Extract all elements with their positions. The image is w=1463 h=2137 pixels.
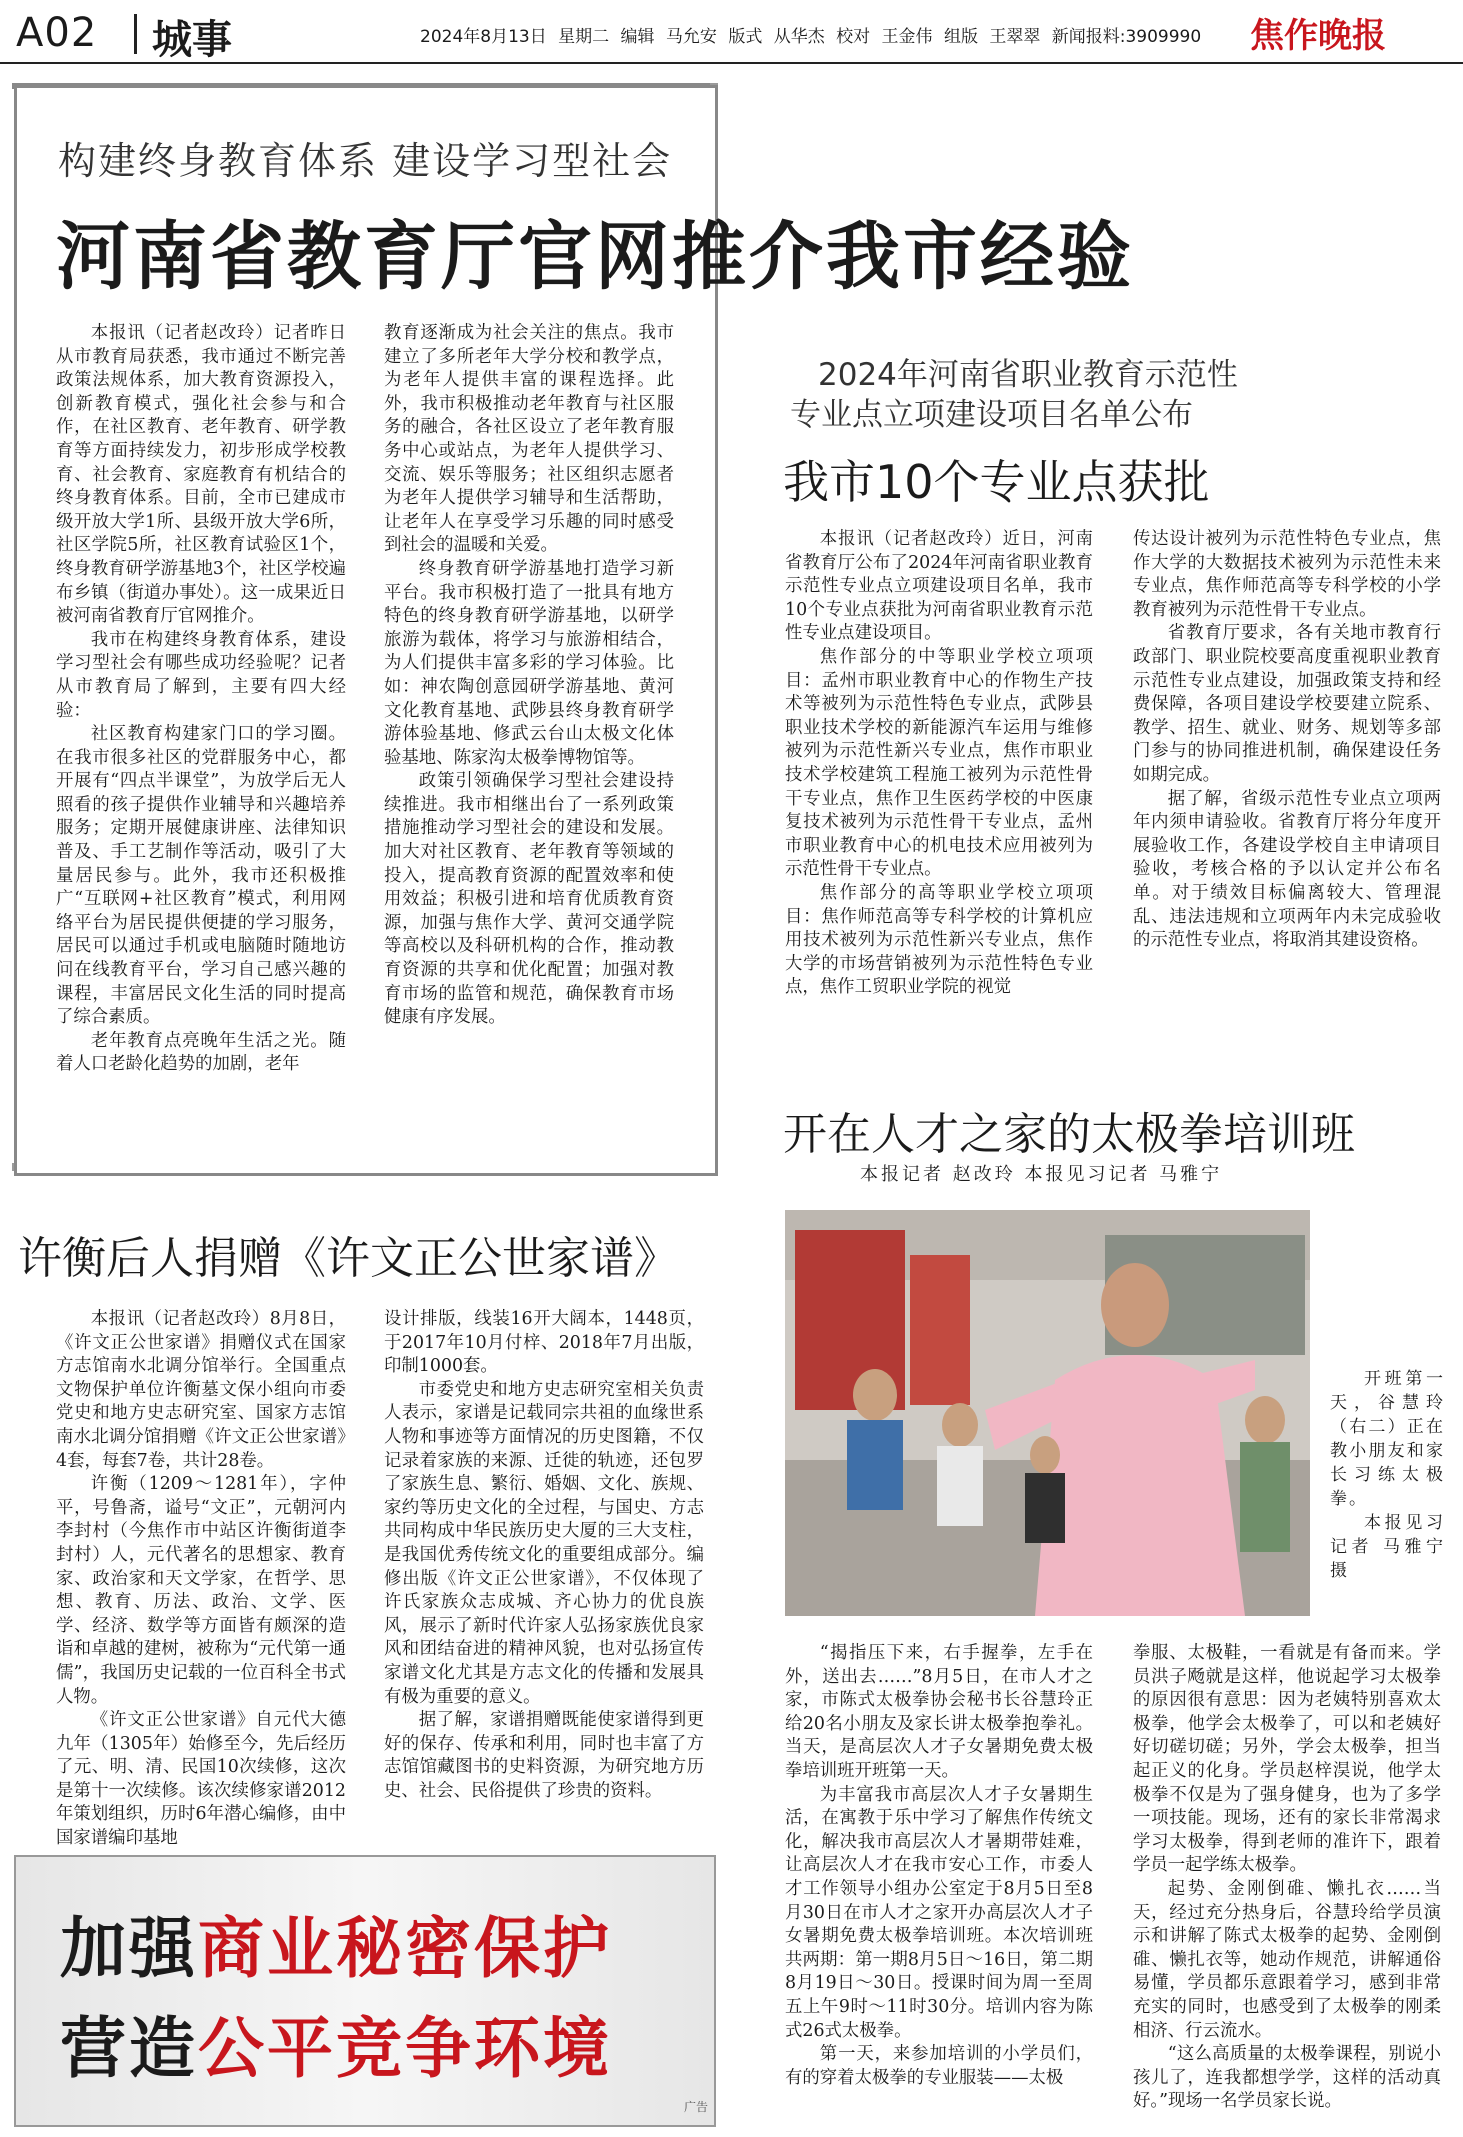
page-number: A02 [16, 10, 98, 56]
taiji-class-photo [785, 1210, 1310, 1616]
vocational-kicker [790, 355, 1430, 435]
vocational-headline: 我市10个专业点获批 [783, 455, 1210, 509]
paragraph: 市委党史和地方史志研究室相关负责人表示，家谱是记载同宗共祖的血缘世系人物和事迹等方面情况的历史图籍，不仅记录着家族的来源、迁徙的轨迹，还包罗了家族生息、繁衍、婚姻、文化、族规、家约等历史文化的全过程，与国史、方志共同构成中华民族历史大厦的三大支柱，是我国优秀传统文化的重要组成部分。编修出版《许文正公世家谱》，不仅体现了许氏家族众志成城、齐心协力的优良族风，展示了新时代许家人弘扬家族优良家风和团结奋进的精神风貌，也对弘扬宣传家谱文化尤其是方志文化的传播和发展具有极为重要的意义。 [384, 1379, 704, 1707]
paragraph: 政策引领确保学习型社会建设持续推进。我市相继出台了一系列政策措施推动学习型社会的建设和发展。加大对社区教育、老年教育等领域的投入，提高教育资源的配置效率和使用效益；积极引进和培育优质教育资源，加强与焦作大学、黄河交通学院等高校以及科研机构的合作，推动教育资源的共享和优化配置；加强对教育市场的监管和规范，确保教育市场健康有序发展。 [384, 771, 674, 1028]
photo-icon [785, 1210, 1310, 1616]
donation-column-2 [384, 1308, 704, 1803]
paragraph: 社区教育构建家门口的学习圈。在我市很多社区的党群服务中心，都开展有“四点半课堂”，为放学后无人照看的孩子提供作业辅导和兴趣培养服务；定期开展健康讲座、法律知识普及、手工艺制作等活动，吸引了大量居民参与。此外，我市还积极推广“互联网+社区教育”模式，利用网络平台为居民提供便捷的学习服务，居民可以通过手机或电脑随时随地访问在线教育平台，学习自己感兴趣的课程，丰富居民文化生活的同时提高了综合素质。 [56, 724, 346, 1028]
paragraph: “揭指压下来，右手握拳，左手在外，送出去……”8月5日，在市人才之家，市陈式太极拳协会秘书长谷慧玲正给20名小朋友及家长讲太极拳抱拳礼。当天，是高层次人才子女暑期免费太极拳培训班开班第一天。 [785, 1643, 1093, 1781]
paragraph: 传达设计被列为示范性特色专业点，焦作大学的大数据技术被列为示范性未来专业点，焦作师范高等专科学校的小学教育被列为示范性骨干专业点。 [1133, 529, 1441, 620]
caption-text: 开班第一天，谷慧玲（右二）正在教小朋友和家长习练太极拳。 [1330, 1369, 1445, 1509]
paragraph: 许衡（1209～1281年），字仲平，号鲁斋，谥号“文正”，元朝河内李封村（今焦作市中站区许衡街道李封村）人，元代著名的思想家、教育家、政治家和天文学家，在哲学、思想、教育、历法、政治、文学、医学、经济、数学等方面皆有颇深的造诣和卓越的建树，被称为“元代第一通儒”，我国历史记载的一位百科全书式人物。 [56, 1474, 346, 1707]
ad-text-black: 加强 [60, 1909, 198, 1987]
lead-column-2 [384, 322, 674, 1030]
paragraph: 第一天，来参加培训的小学员们，有的穿着太极拳的专业服装——太极 [785, 2044, 1093, 2088]
paragraph: “这么高质量的太极拳课程，别说小孩儿了，连我都想学学，这样的活动真好。”现场一名学员家长说。 [1133, 2044, 1441, 2112]
paragraph: 《许文正公世家谱》自元代大德九年（1305年）始修至今，先后经历了元、明、清、民国10次续修，这次是第十一次续修。该次续修家谱2012年策划组织，历时6年潜心编修，由中国家谱编印基地 [56, 1710, 346, 1849]
ad-text-black: 营造 [60, 2009, 198, 2087]
paragraph: 焦作部分的高等职业学校立项项目：焦作师范高等专科学校的计算机应用技术被列为示范性新兴专业点，焦作大学的市场营销被列为示范性特色专业点，焦作工贸职业学院的视觉 [785, 882, 1093, 998]
paragraph: 拳服、太极鞋，一看就是有备而来。学员洪子飏就是这样，他说起学习太极拳的原因很有意思：因为老姨特别喜欢太极拳，他学会太极拳了，可以和老姨好好切磋切磋；另外，学会太极拳，担当起正义的化身。学员赵梓淏说，他学太极拳不仅是为了强身健身，也为了多学一项技能。现场，还有的家长非常渴求学习太极拳，得到老师的准许下，跟着学员一起学练太极拳。 [1133, 1643, 1441, 1876]
newspaper-logo: 焦作晚报 [1250, 16, 1386, 56]
paragraph: 为丰富我市高层次人才子女暑期生活，在寓教于乐中学习了解焦作传统文化，解决我市高层次人才暑期带娃难，让高层次人才在我市安心工作，市委人才工作领导小组办公室定于8月5日至8月30日在市人才之家开办高层次人才子女暑期免费太极拳培训班。本次培训班共两期：第一期8月5日～16日，第二期8月19日～30日。授课时间为周一至周五上午9时～11时30分。培训内容为陈式26式太极拳。 [785, 1784, 1093, 2041]
lead-subtitle: 构建终身教育体系 建设学习型社会 [58, 139, 673, 183]
kicker-line: 专业点立项建设项目名单公布 [790, 397, 1193, 433]
paragraph: 本报讯（记者赵改玲）近日，河南省教育厅公布了2024年河南省职业教育示范性专业点立项建设项目名单，我市10个专业点获批为河南省职业教育示范性专业点建设项目。 [785, 529, 1093, 644]
donation-headline: 许衡后人捐赠《许文正公世家谱》 [18, 1233, 678, 1284]
lead-column-1 [56, 322, 346, 1077]
issue-meta: 2024年8月13日 星期二 编辑 马允安 版式 从华杰 校对 王金伟 组版 王翠翠 新闻报料:3909990 [420, 27, 1202, 47]
vocational-column-1 [785, 528, 1093, 1000]
taiji-photo-caption [1330, 1367, 1445, 1583]
page-number-divider [134, 14, 137, 54]
ad-text-red: 商业秘密保护 [198, 1909, 612, 1987]
paragraph: 本报讯（记者赵改玲）记者昨日从市教育局获悉，我市通过不断完善政策法规体系，加大教育资源投入，创新教育模式，强化社会参与和合作，在社区教育、老年教育、研学教育等方面持续发力，初步形成学校教育、社会教育、家庭教育有机结合的终身教育体系。目前，全市已建成市级开放大学1所、县级开放大学6所，社区学院5所，社区教育试验区1个，终身教育研学游基地3个，社区学校遍布乡镇（街道办事处）。这一成果近日被河南省教育厅官网推介。 [56, 323, 346, 627]
paragraph: 省教育厅要求，各有关地市教育行政部门、职业院校要高度重视职业教育示范性专业点建设，加强政策支持和经费保障，各项目建设学校要建立院系、教学、招生、就业、财务、规划等多部门参与的协同推进机制，确保建设任务如期完成。 [1133, 623, 1441, 785]
paragraph: 本报讯（记者赵改玲）8月8日，《许文正公世家谱》捐赠仪式在国家方志馆南水北调分馆举行。全国重点文物保护单位许衡墓文保小组向市委党史和地方史志研究室、国家方志馆南水北调分馆捐赠《许文正公世家谱》4套，每套7卷，共计28卷。 [56, 1309, 346, 1471]
paragraph: 我市在构建终身教育体系，建设学习型社会有哪些成功经验呢？记者从市教育局了解到，主要有四大经验： [56, 629, 346, 721]
taiji-byline: 本报记者 赵改玲 本报见习记者 马雅宁 [860, 1164, 1223, 1185]
lead-headline: 河南省教育厅官网推介我市经验 [56, 214, 1134, 300]
paragraph: 据了解，省级示范性专业点立项两年内须申请验收。省教育厅将分年度开展验收工作，各建设学校自主申请项目验收，考核合格的予以认定并公布名单。对于绩效目标偏离较大、管理混乱、违法违规和立项两年内未完成验收的示范性专业点，将取消其建设资格。 [1133, 788, 1441, 951]
taiji-column-1 [785, 1642, 1093, 2090]
paragraph: 教育逐渐成为社会关注的焦点。我市建立了多所老年大学分校和教学点，为老年人提供丰富的课程选择。此外，我市积极推动老年教育与社区服务的融合，各社区设立了老年教育服务中心或站点，为老年人提供学习、交流、娱乐等服务；社区组织志愿者为老年人提供学习辅导和生活帮助，让老年人在享受学习乐趣的同时感受到社会的温暖和关爱。 [384, 323, 674, 556]
paragraph: 老年教育点亮晚年生活之光。随着人口老龄化趋势的加剧，老年 [56, 1030, 346, 1075]
ad-text-red: 公平竞争环境 [198, 2009, 612, 2087]
paragraph: 焦作部分的中等职业学校立项项目：孟州市职业教育中心的作物生产技术等被列为示范性特色专业点，武陟县职业技术学校的新能源汽车运用与维修被列为示范性新兴专业点，焦作市职业技术学校建筑工程施工被列为示范性骨干专业点，焦作卫生医药学校的中医康复技术被列为示范性骨干专业点，孟州市职业教育中心的机电技术应用被列为示范性骨干专业点。 [785, 646, 1093, 880]
ad-line-2 [60, 1995, 612, 2090]
taiji-column-2 [1133, 1642, 1441, 2114]
donation-column-1 [56, 1308, 346, 1851]
ad-label: 广告 [684, 2100, 709, 2114]
paragraph: 据了解，家谱捐赠既能使家谱得到更好的保存、传承和利用，同时也丰富了方志馆馆藏图书的史料资源，为研究地方历史、社会、民俗提供了珍贵的资料。 [384, 1710, 704, 1801]
vocational-column-2 [1133, 528, 1441, 953]
ad-line-1 [60, 1895, 612, 1990]
paragraph: 终身教育研学游基地打造学习新平台。我市积极打造了一批具有地方特色的终身教育研学游基地，以研学旅游为载体，将学习与旅游相结合，为人们提供丰富多彩的学习体验。比如：神农陶创意园研学游基地、黄河文化教育基地、武陟县终身教育研学游体验基地、修武云台山太极文化体验基地、陈家沟太极拳博物馆等。 [384, 558, 674, 768]
taiji-headline: 开在人才之家的太极拳培训班 [783, 1109, 1355, 1160]
kicker-line: 2024年河南省职业教育示范性 [818, 357, 1238, 393]
section-name: 城事 [152, 17, 232, 63]
paragraph: 起势、金刚倒碓、懒扎衣……当天，经过充分热身后，谷慧玲给学员演示和讲解了陈式太极拳的起势、金刚倒碓、懒扎衣等，她动作规范，讲解通俗易懂，学员都乐意跟着学习，感到非常充实的同时，也感受到了太极拳的刚柔相济、行云流水。 [1133, 1878, 1441, 2041]
paragraph: 设计排版，线装16开大阔本，1448页，于2017年10月付梓、2018年7月出版，印制1000套。 [384, 1309, 704, 1377]
caption-credit: 本报见习记者 马雅宁 摄 [1330, 1513, 1445, 1581]
